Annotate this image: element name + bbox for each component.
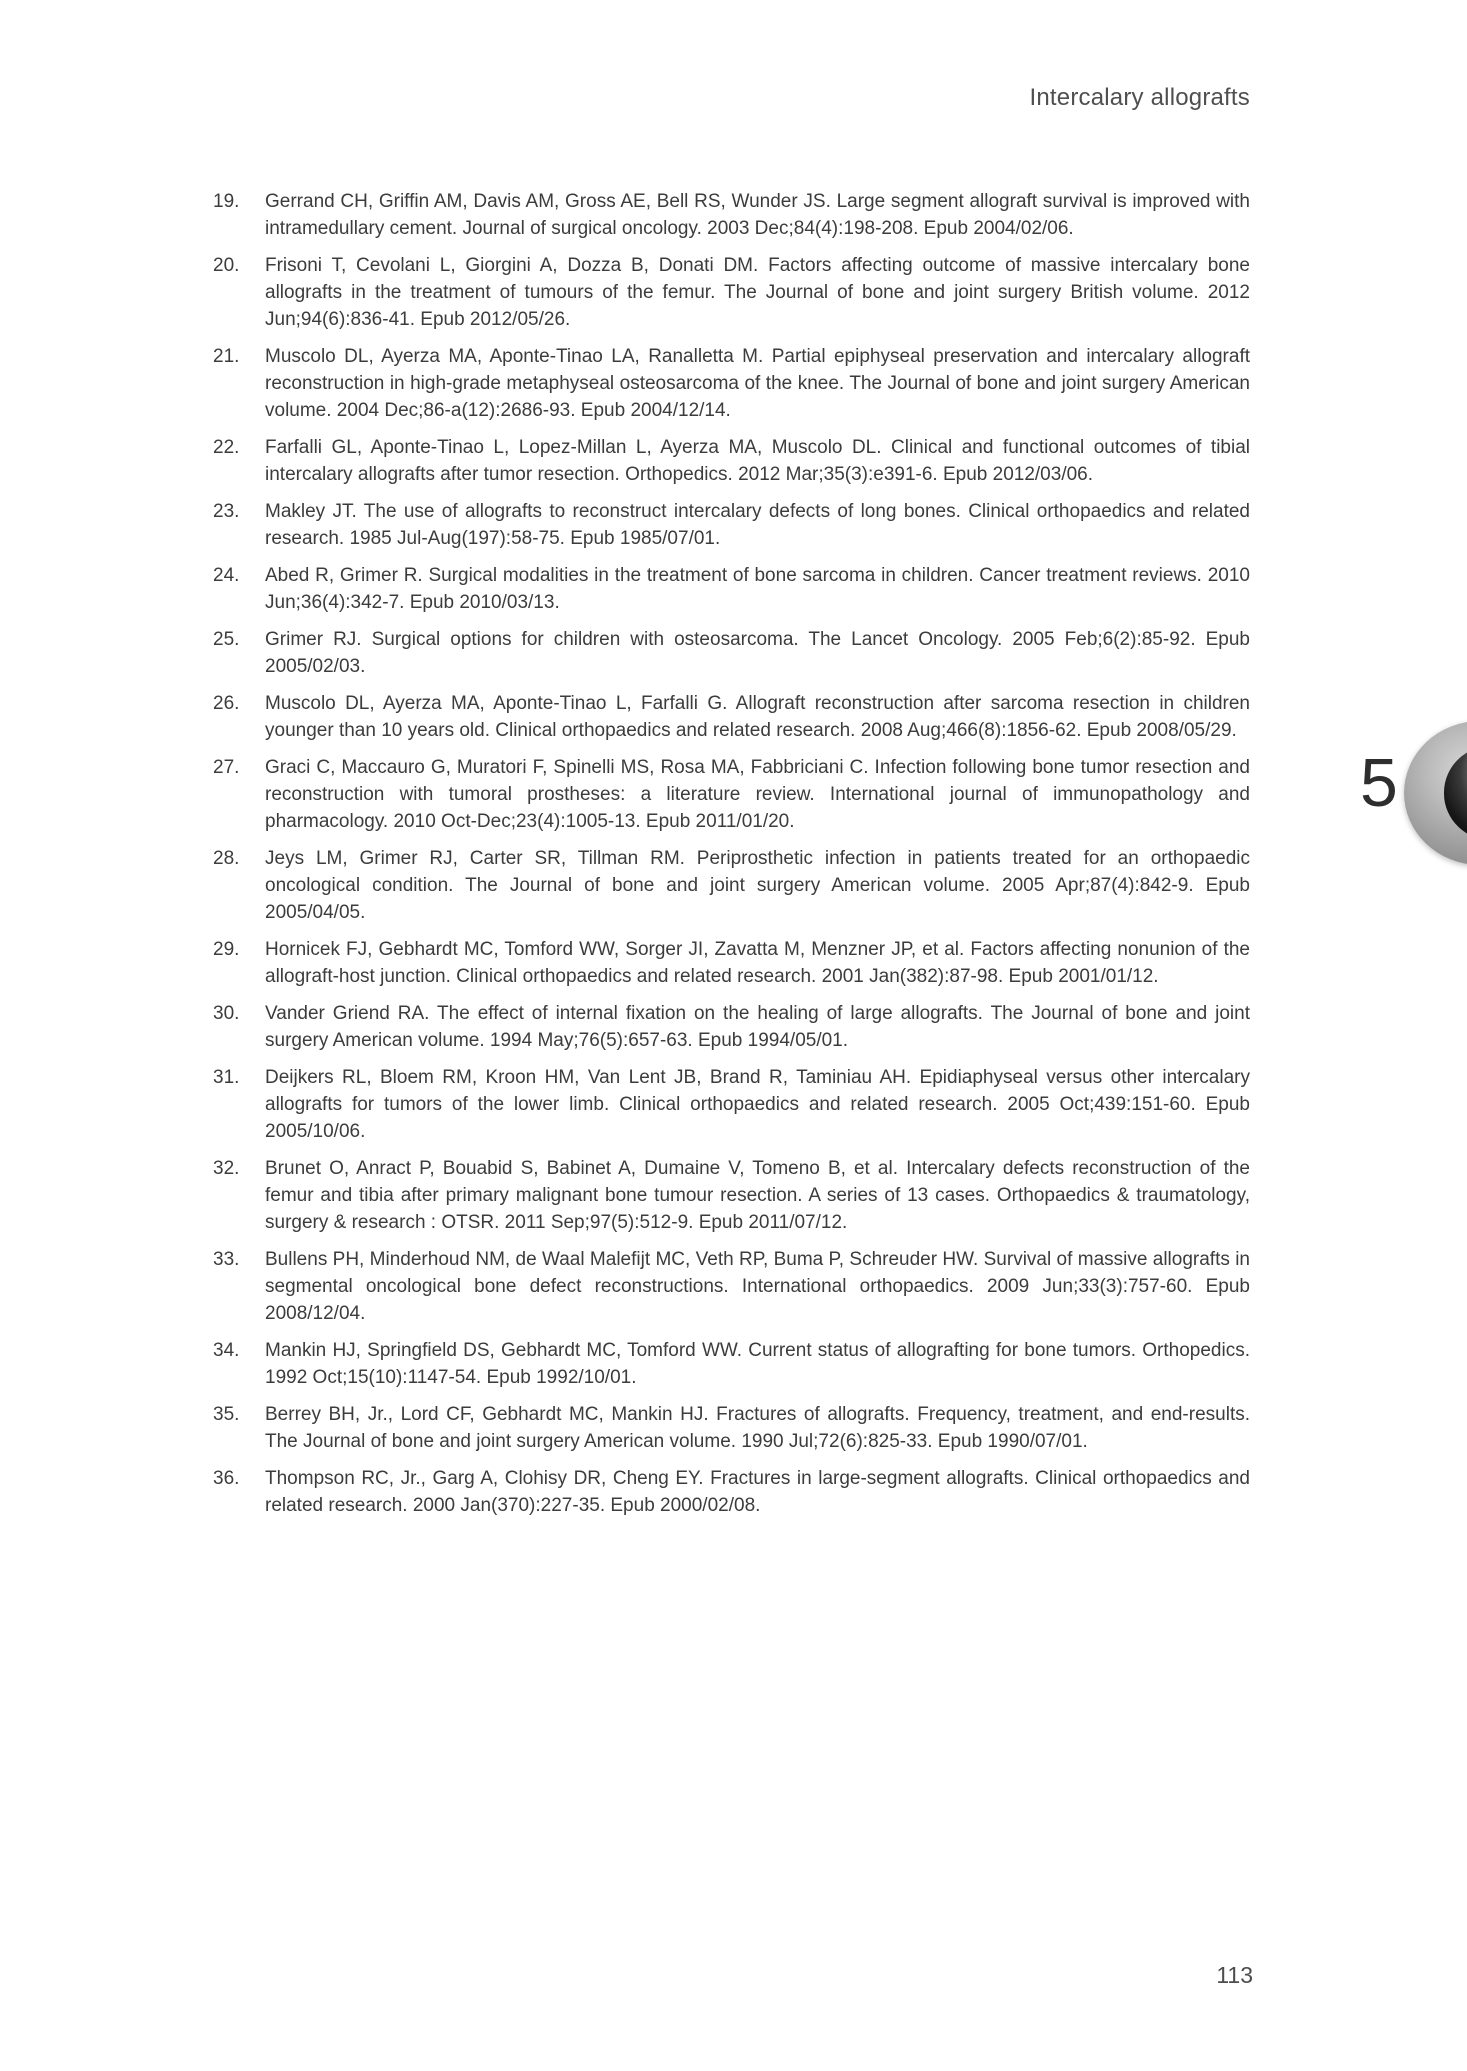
reference-text: Muscolo DL, Ayerza MA, Aponte-Tinao LA, Ranalletta M. Partial epiphyseal preservation and intercalary allograft reconstruction in high-grade metaphyseal osteosarcoma of the knee. The Journal of bone and joint surgery American volume. 2004 Dec;86-a(12):2686-93. Epub 2004/12/14. <box>265 346 1250 421</box>
reference-number: 26. <box>213 693 240 714</box>
chapter-number: 5 <box>1360 745 1398 821</box>
reference-text: Berrey BH, Jr., Lord CF, Gebhardt MC, Mankin HJ. Fractures of allografts. Frequency, treatment, and end-results. The Journal of bone and joint surgery American volume. 1990 Jul;72(6):825-33. Epub 1990/07/01. <box>265 1404 1250 1452</box>
reference-number: 23. <box>213 501 240 522</box>
reference-item <box>213 845 1250 926</box>
reference-item <box>213 562 1250 616</box>
reference-text: Farfalli GL, Aponte-Tinao L, Lopez-Millan L, Ayerza MA, Muscolo DL. Clinical and functional outcomes of tibial intercalary allografts after tumor resection. Orthopedics. 2012 Mar;35(3):e391-6. Epub 2012/03/06. <box>265 437 1250 485</box>
reference-number: 19. <box>213 191 240 212</box>
reference-item <box>213 626 1250 680</box>
reference-item <box>213 1155 1250 1236</box>
reference-item <box>213 1401 1250 1455</box>
reference-number: 21. <box>213 346 240 367</box>
reference-text: Hornicek FJ, Gebhardt MC, Tomford WW, Sorger JI, Zavatta M, Menzner JP, et al. Factors affecting nonunion of the allograft-host junction. Clinical orthopaedics and related research. 2001 Jan(382):87-98. Epub 2001/01/12. <box>265 939 1250 987</box>
reference-item <box>213 936 1250 990</box>
reference-text: Jeys LM, Grimer RJ, Carter SR, Tillman RM. Periprosthetic infection in patients treated for an orthopaedic oncological condition. The Journal of bone and joint surgery American volume. 2005 Apr;87(4):842-9. Epub 2005/04/05. <box>265 848 1250 923</box>
reference-text: Abed R, Grimer R. Surgical modalities in the treatment of bone sarcoma in children. Cancer treatment reviews. 2010 Jun;36(4):342-7. Epub 2010/03/13. <box>265 565 1250 613</box>
reference-item <box>213 434 1250 488</box>
reference-text: Brunet O, Anract P, Bouabid S, Babinet A, Dumaine V, Tomeno B, et al. Intercalary defects reconstruction of the femur and tibia after primary malignant bone tumour resection. A series of 13 cases. Orthopaedics & traumatology, surgery & research : OTSR. 2011 Sep;97(5):512-9. Epub 2011/07/12. <box>265 1158 1250 1233</box>
reference-number: 29. <box>213 939 240 960</box>
reference-text: Gerrand CH, Griffin AM, Davis AM, Gross AE, Bell RS, Wunder JS. Large segment allograft survival is improved with intramedullary cement. Journal of surgical oncology. 2003 Dec;84(4):198-208. Epub 2004/02/06. <box>265 191 1250 239</box>
reference-number: 35. <box>213 1404 240 1425</box>
page-number: 113 <box>1216 1962 1253 1988</box>
reference-number: 24. <box>213 565 240 586</box>
reference-text: Vander Griend RA. The effect of internal fixation on the healing of large allografts. The Journal of bone and joint surgery American volume. 1994 May;76(5):657-63. Epub 1994/05/01. <box>265 1003 1250 1051</box>
reference-text: Bullens PH, Minderhoud NM, de Waal Malefijt MC, Veth RP, Buma P, Schreuder HW. Survival of massive allografts in segmental oncological bone defect reconstructions. International orthopaedics. 2009 Jun;33(3):757-60. Epub 2008/12/04. <box>265 1249 1250 1324</box>
reference-number: 32. <box>213 1158 240 1179</box>
reference-item <box>213 1064 1250 1145</box>
reference-number: 36. <box>213 1468 240 1489</box>
femoral-head-image-highlight <box>1444 745 1467 840</box>
femoral-head-image <box>1404 721 1467 865</box>
reference-text: Mankin HJ, Springfield DS, Gebhardt MC, Tomford WW. Current status of allografting for bone tumors. Orthopedics. 1992 Oct;15(10):1147-54. Epub 1992/10/01. <box>265 1340 1250 1388</box>
reference-item <box>213 690 1250 744</box>
reference-text: Grimer RJ. Surgical options for children with osteosarcoma. The Lancet Oncology. 2005 Feb;6(2):85-92. Epub 2005/02/03. <box>265 629 1250 677</box>
reference-text: Muscolo DL, Ayerza MA, Aponte-Tinao L, Farfalli G. Allograft reconstruction after sarcoma resection in children younger than 10 years old. Clinical orthopaedics and related research. 2008 Aug;466(8):1856-62. Epub 2008/05/29. <box>265 693 1250 741</box>
reference-number: 34. <box>213 1340 240 1361</box>
reference-item <box>213 343 1250 424</box>
reference-text: Makley JT. The use of allografts to reconstruct intercalary defects of long bones. Clinical orthopaedics and related research. 1985 Jul-Aug(197):58-75. Epub 1985/07/01. <box>265 501 1250 549</box>
reference-item <box>213 754 1250 835</box>
reference-item <box>213 252 1250 333</box>
reference-item <box>213 498 1250 552</box>
reference-text: Frisoni T, Cevolani L, Giorgini A, Dozza B, Donati DM. Factors affecting outcome of massive intercalary bone allografts in the treatment of tumours of the femur. The Journal of bone and joint surgery British volume. 2012 Jun;94(6):836-41. Epub 2012/05/26. <box>265 255 1250 330</box>
reference-number: 27. <box>213 757 240 778</box>
reference-number: 25. <box>213 629 240 650</box>
references-list <box>213 188 1250 1529</box>
reference-number: 30. <box>213 1003 240 1024</box>
reference-number: 20. <box>213 255 240 276</box>
reference-text: Thompson RC, Jr., Garg A, Clohisy DR, Cheng EY. Fractures in large-segment allografts. Clinical orthopaedics and related research. 2000 Jan(370):227-35. Epub 2000/02/08. <box>265 1468 1250 1516</box>
reference-item <box>213 1337 1250 1391</box>
reference-item <box>213 1246 1250 1327</box>
reference-text: Graci C, Maccauro G, Muratori F, Spinelli MS, Rosa MA, Fabbriciani C. Infection following bone tumor resection and reconstruction with tumoral prostheses: a literature review. International journal of immunopathology and pharmacology. 2010 Oct-Dec;23(4):1005-13. Epub 2011/01/20. <box>265 757 1250 832</box>
running-header: Intercalary allografts <box>1029 84 1250 111</box>
reference-text: Deijkers RL, Bloem RM, Kroon HM, Van Lent JB, Brand R, Taminiau AH. Epidiaphyseal versus other intercalary allografts for tumors of the lower limb. Clinical orthopaedics and related research. 2005 Oct;439:151-60. Epub 2005/10/06. <box>265 1067 1250 1142</box>
reference-item <box>213 188 1250 242</box>
reference-item <box>213 1000 1250 1054</box>
reference-number: 22. <box>213 437 240 458</box>
reference-number: 33. <box>213 1249 240 1270</box>
reference-number: 28. <box>213 848 240 869</box>
reference-number: 31. <box>213 1067 240 1088</box>
reference-item <box>213 1465 1250 1519</box>
